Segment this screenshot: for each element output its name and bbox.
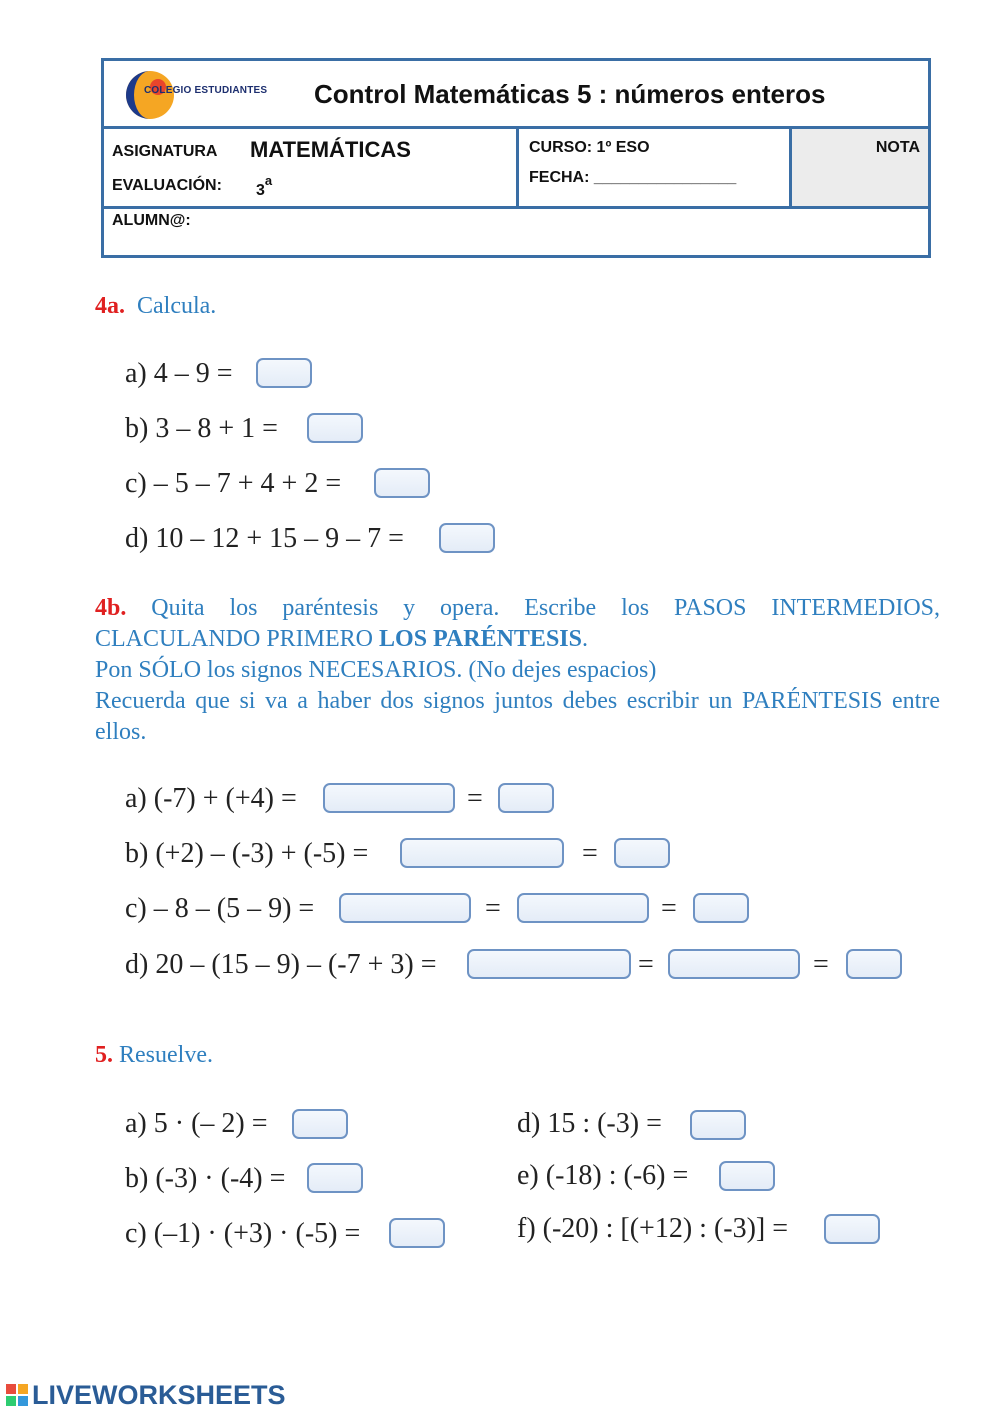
evaluacion-label: EVALUACIÓN:: [112, 177, 222, 194]
answer-box[interactable]: [467, 949, 631, 979]
answer-box[interactable]: [389, 1218, 445, 1248]
curso-label: CURSO: 1º ESO: [529, 139, 650, 156]
equals-sign: =: [467, 783, 483, 814]
exercise-5-f: f) (-20) : [(+12) : (-3)] =: [517, 1213, 789, 1244]
exercise-4b-c: c) – 8 – (5 – 9) =: [125, 893, 315, 924]
exercise-5-e: e) (-18) : (-6) =: [517, 1160, 689, 1191]
course-cell: [519, 129, 792, 206]
page-title: Control Matemáticas 5 : números enteros: [314, 79, 826, 109]
equals-sign: =: [638, 949, 654, 980]
evaluacion-value: 3$^a$: [256, 173, 273, 200]
section-4a-heading: 4a. Calcula.: [95, 293, 217, 319]
exercise-4b-b: b) (+2) – (-3) + (-5) =: [125, 838, 369, 869]
answer-box[interactable]: [690, 1110, 746, 1140]
answer-box[interactable]: [400, 838, 564, 868]
grade-cell: [792, 129, 928, 206]
exercise-4a-d: d) 10 – 12 + 15 – 9 – 7 =: [125, 523, 404, 554]
answer-box[interactable]: [439, 523, 495, 553]
exercise-4b-a: a) (-7) + (+4) =: [125, 783, 297, 814]
asignatura-label: ASIGNATURA: [112, 143, 218, 160]
answer-box[interactable]: [256, 358, 312, 388]
answer-box[interactable]: [323, 783, 455, 813]
alumno-field[interactable]: ALUMN@:: [112, 212, 191, 229]
answer-box[interactable]: [307, 1163, 363, 1193]
equals-sign: =: [813, 949, 829, 980]
exercise-4b-d: d) 20 – (15 – 9) – (-7 + 3) =: [125, 949, 437, 980]
answer-box[interactable]: [824, 1214, 880, 1244]
header-table: [101, 58, 931, 258]
answer-box[interactable]: [517, 893, 649, 923]
answer-box[interactable]: [719, 1161, 775, 1191]
asignatura-value: MATEMÁTICAS: [250, 137, 411, 162]
answer-box[interactable]: [614, 838, 670, 868]
answer-box[interactable]: [846, 949, 902, 979]
school-name: COLEGIO ESTUDIANTES: [144, 85, 268, 96]
equals-sign: =: [485, 893, 501, 924]
header-title-row: [104, 61, 928, 129]
section-4b-instructions: 4b. Quita los paréntesis y opera. Escribe los PASOS INTERMEDIOS, CLACULANDO PRIMERO LOS PARÉNTESIS. Pon SÓLO los signos NECESARIOS. (No dejes espacios) Recuerda que si va a haber dos signos juntos debes escribir un PARÉNTESIS entre ellos.: [95, 595, 941, 745]
answer-box[interactable]: [498, 783, 554, 813]
answer-box[interactable]: [693, 893, 749, 923]
answer-box[interactable]: [339, 893, 471, 923]
footer-brand[interactable]: LIVEWORKSHEETS: [32, 1380, 286, 1410]
liveworksheets-logo-icon: [6, 1384, 28, 1406]
exercise-4a-b: b) 3 – 8 + 1 =: [125, 413, 278, 444]
fecha-field[interactable]: FECHA: ________________: [529, 169, 737, 186]
exercise-4a-a: a) 4 – 9 =: [125, 358, 233, 389]
answer-box[interactable]: [292, 1109, 348, 1139]
header-info-row: [104, 129, 928, 209]
exercise-5-a: a) 5 · (– 2) =: [125, 1108, 268, 1139]
nota-label: NOTA: [875, 139, 920, 156]
answer-box[interactable]: [307, 413, 363, 443]
answer-box[interactable]: [668, 949, 800, 979]
exercise-5-c: c) (–1) · (+3) · (-5) =: [125, 1218, 361, 1249]
answer-box[interactable]: [374, 468, 430, 498]
subject-cell: [104, 129, 519, 206]
exercise-4a-c: c) – 5 – 7 + 4 + 2 =: [125, 468, 342, 499]
equals-sign: =: [661, 893, 677, 924]
exercise-5-d: d) 15 : (-3) =: [517, 1108, 662, 1139]
equals-sign: =: [582, 838, 598, 869]
exercise-5-b: b) (-3) · (-4) =: [125, 1163, 286, 1194]
student-row: [104, 209, 928, 255]
section-5-heading: 5. Resuelve.: [95, 1042, 213, 1068]
